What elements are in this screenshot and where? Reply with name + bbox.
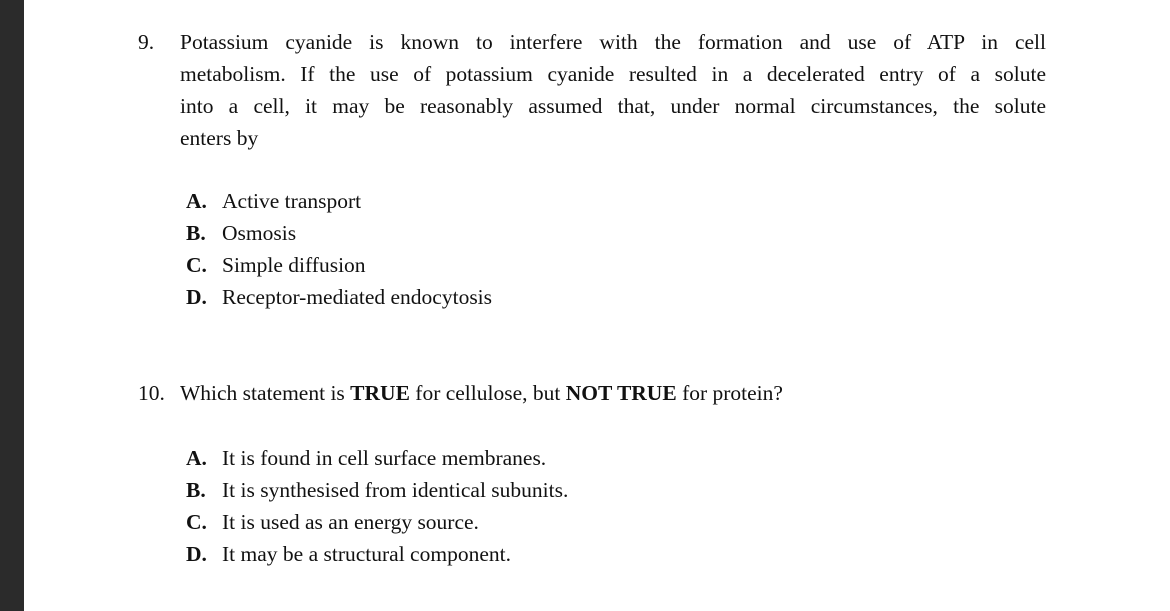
option-c[interactable] — [186, 506, 568, 538]
question-stem — [180, 26, 1046, 154]
option-letter: D. — [186, 285, 207, 309]
option-text: Osmosis — [222, 221, 297, 245]
question-number: 9. — [138, 30, 155, 54]
option-letter: B. — [186, 221, 206, 245]
option-text: It may be a structural component. — [222, 542, 511, 566]
option-text: It is synthesised from identical subunits. — [222, 478, 569, 502]
stem-line: metabolism. If the use of potassium cyanide resulted in a decelerated entry of a solute — [180, 62, 1046, 86]
stem-emphasis-true: TRUE — [350, 381, 410, 405]
question-10-options — [186, 442, 568, 570]
option-d[interactable] — [186, 538, 568, 570]
option-text: It is used as an energy source. — [222, 510, 479, 534]
option-letter: D. — [186, 542, 207, 566]
option-letter: A. — [186, 446, 207, 470]
option-d[interactable] — [186, 281, 492, 313]
option-letter: C. — [186, 253, 207, 277]
question-stem — [180, 377, 783, 409]
option-b[interactable] — [186, 474, 568, 506]
option-text: Active transport — [222, 189, 362, 213]
option-letter: A. — [186, 189, 207, 213]
option-letter: B. — [186, 478, 206, 502]
left-dark-edge — [0, 0, 24, 611]
option-text: It is found in cell surface membranes. — [222, 446, 547, 470]
stem-line: Potassium cyanide is known to interfere with the formation and use of ATP in cell — [180, 30, 1046, 54]
stem-line: enters by — [180, 126, 259, 150]
stem-text: for protein? — [676, 381, 783, 405]
question-9-options — [186, 185, 492, 313]
option-a[interactable] — [186, 442, 568, 474]
option-b[interactable] — [186, 217, 492, 249]
stem-text: for cellulose, but — [409, 381, 566, 405]
option-letter: C. — [186, 510, 207, 534]
option-c[interactable] — [186, 249, 492, 281]
stem-line: into a cell, it may be reasonably assumed that, under normal circumstances, the solute — [180, 94, 1046, 118]
option-a[interactable] — [186, 185, 492, 217]
stem-emphasis-not-true: NOT TRUE — [565, 381, 677, 405]
option-text: Receptor-mediated endocytosis — [222, 285, 493, 309]
option-text: Simple diffusion — [222, 253, 366, 277]
stem-text: Which statement is — [180, 381, 351, 405]
question-number: 10. — [138, 381, 165, 405]
